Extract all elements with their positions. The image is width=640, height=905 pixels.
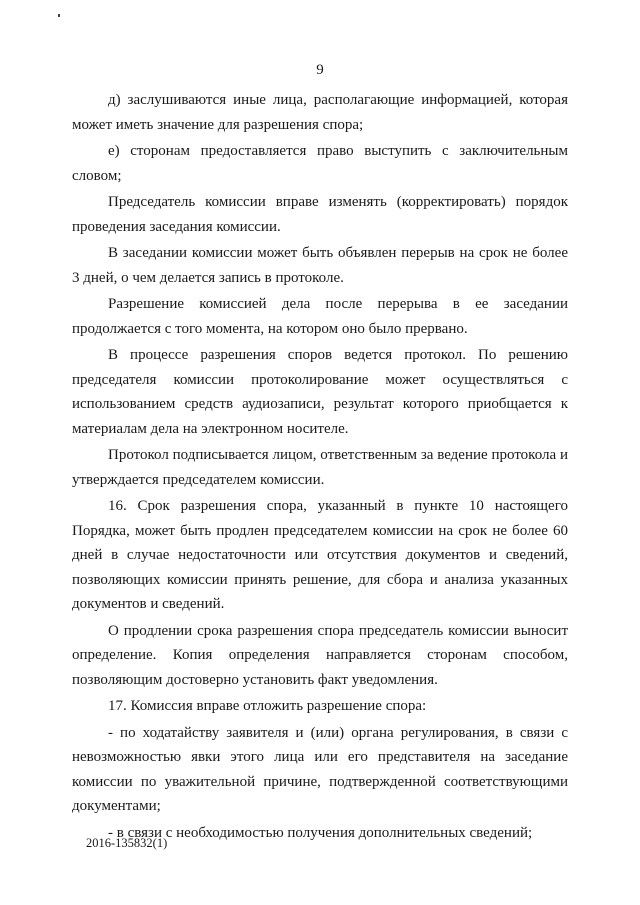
paragraph: В процессе разрешения споров ведется протокол. По решению председателя комиссии протоколирование может осуществляться с использованием средств аудиозаписи, результат которого приобщается к материалам дела на электронном носителе.: [72, 347, 568, 437]
document-code: 2016-135832(1): [86, 836, 168, 850]
paragraph: - в связи с необходимостью получения дополнительных сведений;: [108, 824, 533, 841]
paragraph: Разрешение комиссией дела после перерыва в ее заседании продолжается с того момента, на котором оно было прервано.: [72, 296, 568, 337]
page-number: 9: [316, 62, 324, 78]
paragraph: Протокол подписывается лицом, ответственным за ведение протокола и утверждается председателем комиссии.: [72, 447, 568, 488]
paragraph: д) заслушиваются иные лица, располагающие информацией, которая может иметь значение для разрешения спора;: [72, 92, 568, 133]
document-body: [72, 88, 568, 847]
paragraph: О продлении срока разрешения спора председатель комиссии выносит определение. Копия определения направляется сторонам способом, позволяющим достоверно установить факт уведомления.: [72, 622, 568, 688]
paragraph: 16. Срок разрешения спора, указанный в пункте 10 настоящего Порядка, может быть продлен председателем комиссии на срок не более 60 дней в случае недостаточности или отсутствия документов и сведений, позволяющих комиссии принять решение, для сбора и анализа указанных документов и сведений.: [72, 498, 568, 612]
paragraph: е) сторонам предоставляется право выступить с заключительным словом;: [72, 143, 568, 184]
paragraph: - по ходатайству заявителя и (или) органа регулирования, в связи с невозможностью явки этого лица или его представителя на заседание комиссии по уважительной причине, подтвержденной соответствующими документами;: [72, 724, 568, 814]
paragraph: В заседании комиссии может быть объявлен перерыв на срок не более 3 дней, о чем делается запись в протоколе.: [72, 245, 568, 286]
scan-speck: [58, 14, 60, 17]
paragraph: Председатель комиссии вправе изменять (корректировать) порядок проведения заседания комиссии.: [72, 194, 568, 235]
paragraph: 17. Комиссия вправе отложить разрешение спора:: [108, 698, 427, 714]
